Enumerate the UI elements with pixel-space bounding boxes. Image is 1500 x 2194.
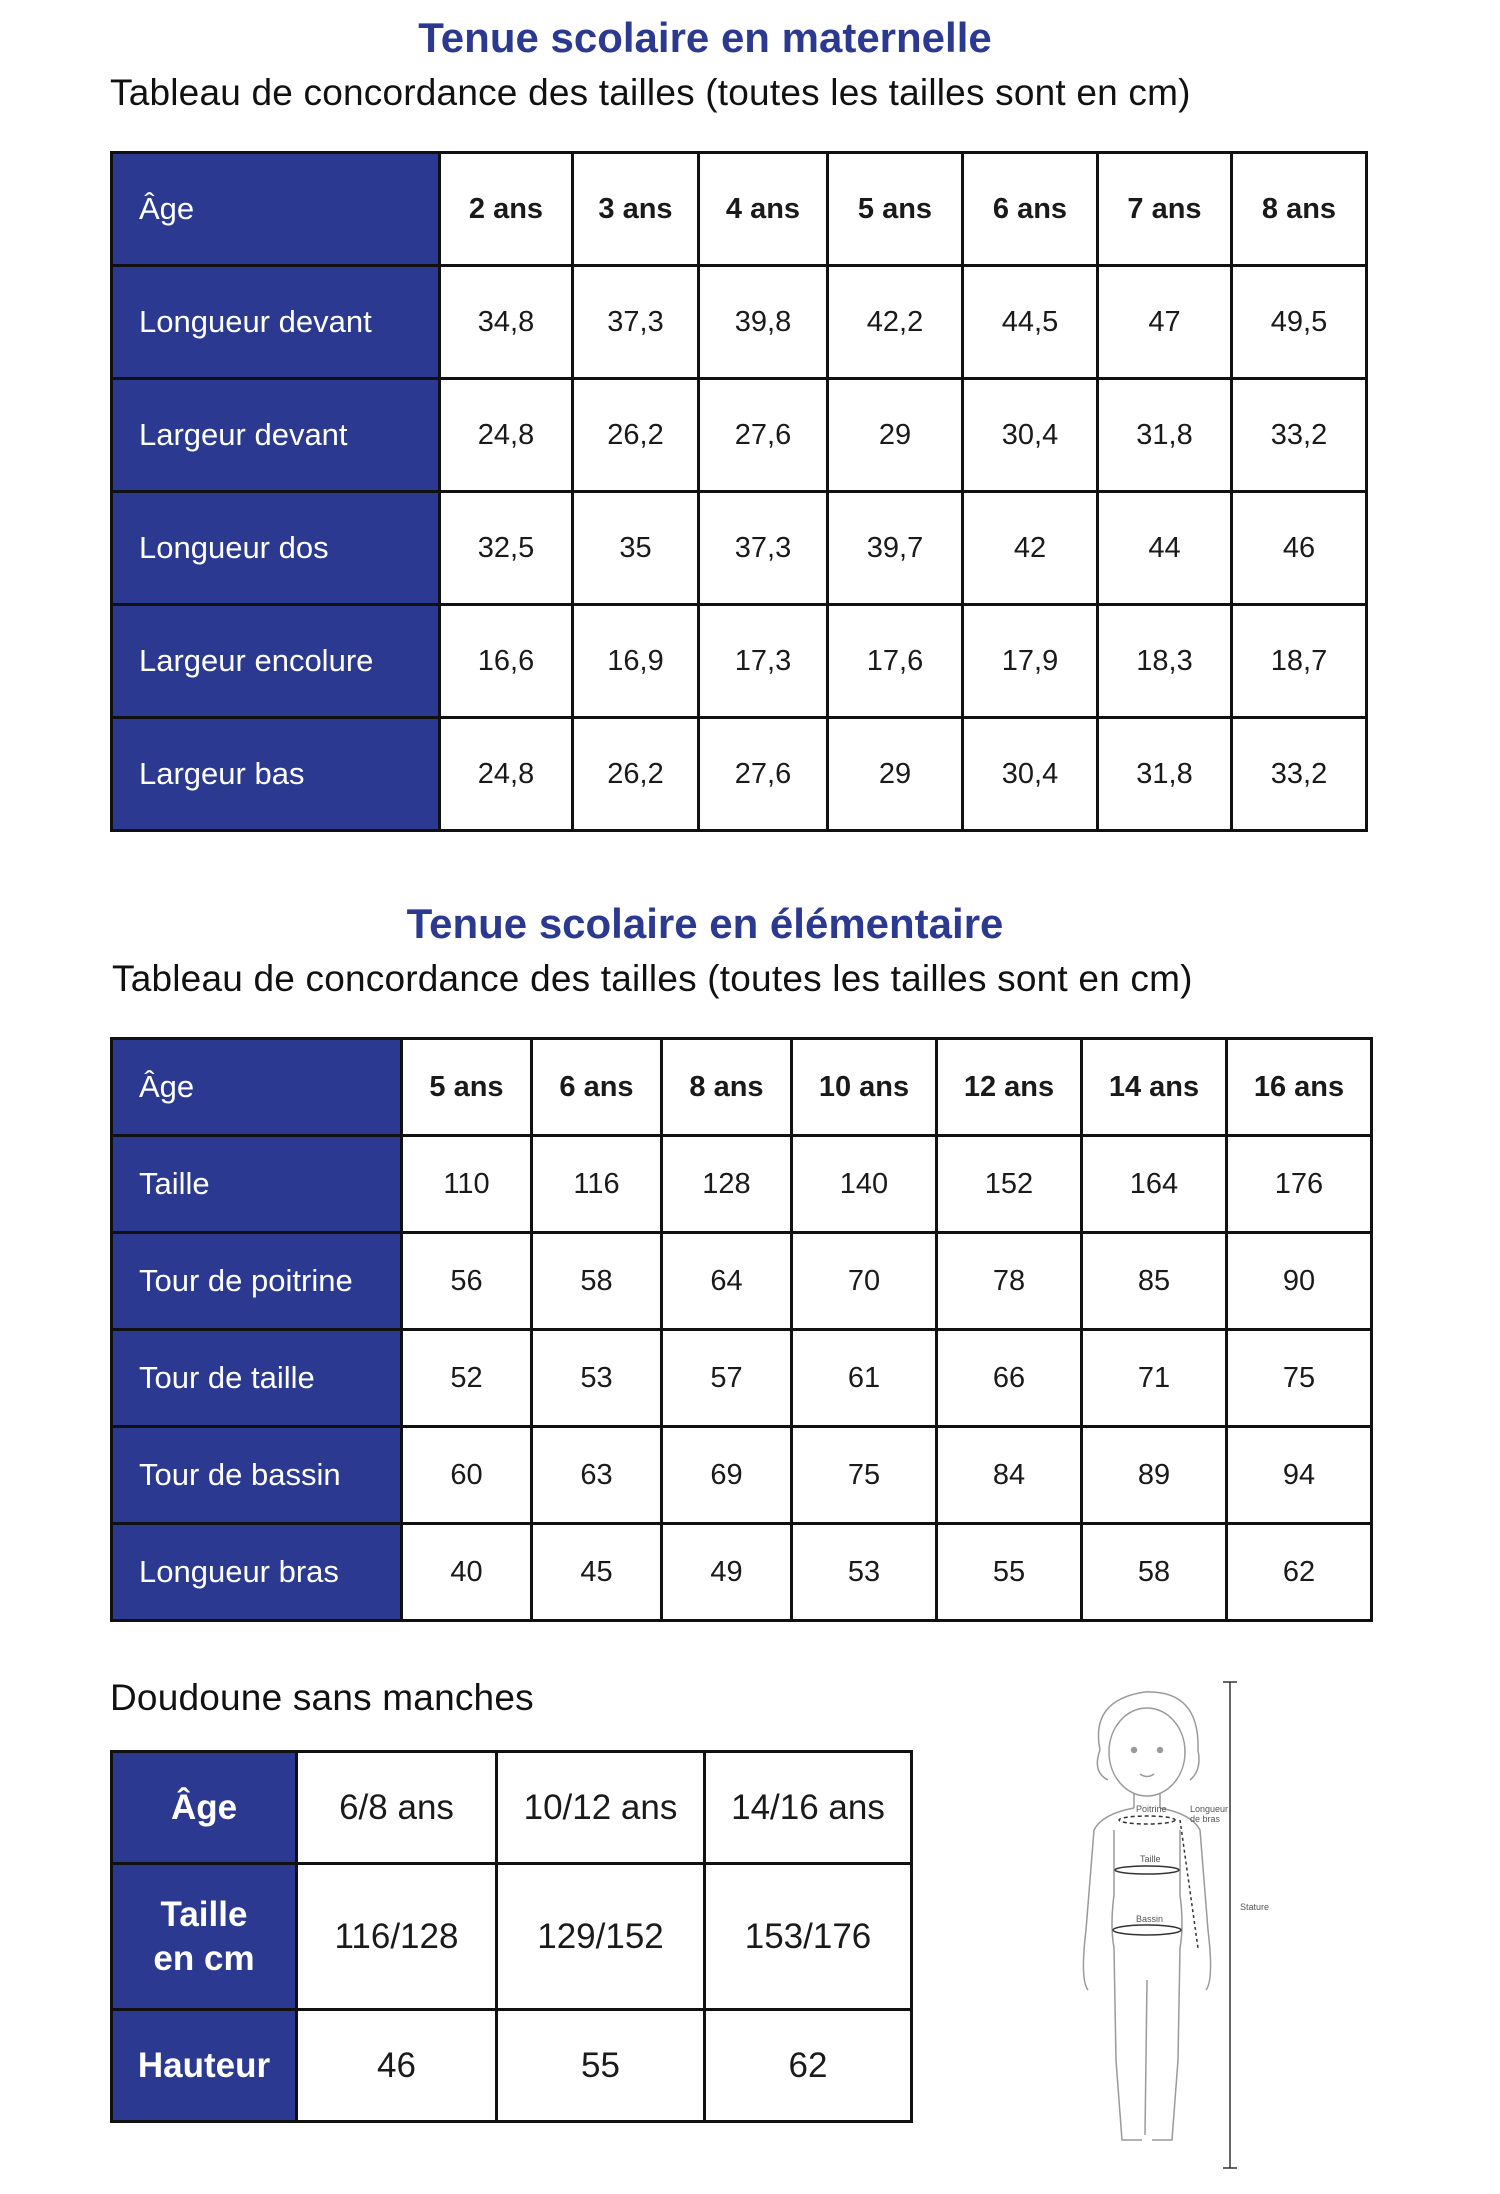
table-cell: 45 [532,1524,662,1621]
figure-label-longueur-bras: Longueur [1190,1804,1229,1814]
child-measurement-figure [1030,1680,1340,2170]
table-cell: 17,9 [963,605,1098,718]
table-header-row [112,153,1367,266]
age-header-label: Âge [112,1039,402,1136]
row-label: Tour de taille [112,1330,402,1427]
column-header: 12 ans [937,1039,1082,1136]
row-label: Longueur bras [112,1524,402,1621]
section1-title: Tenue scolaire en maternelle [418,14,992,61]
column-header: 16 ans [1227,1039,1372,1136]
table-cell: 71 [1082,1330,1227,1427]
row-label-line: Taille [160,1894,248,1934]
row-label: Largeur encolure [112,605,440,718]
table-cell: 176 [1227,1136,1372,1233]
age-header-label: Âge [112,1752,297,1864]
figure-label-de-bras: de bras [1190,1814,1221,1824]
figure-label-taille: Taille [1140,1854,1161,1864]
table-cell: 27,6 [699,718,828,831]
table-cell: 29 [828,379,963,492]
column-header: 6 ans [532,1039,662,1136]
column-header: 10 ans [792,1039,937,1136]
table-row [112,492,1367,605]
table-cell: 16,9 [573,605,699,718]
table-cell: 18,3 [1098,605,1232,718]
table-cell: 44,5 [963,266,1098,379]
table-cell: 70 [792,1233,937,1330]
table-row [112,1864,912,2010]
row-label: Longueur devant [112,266,440,379]
table-cell: 32,5 [440,492,573,605]
table-cell: 110 [402,1136,532,1233]
table-cell: 16,6 [440,605,573,718]
table-header-row [112,1752,912,1864]
figure-label-bassin: Bassin [1136,1914,1164,1924]
table-cell: 56 [402,1233,532,1330]
column-header: 2 ans [440,153,573,266]
column-header: 14 ans [1082,1039,1227,1136]
table-row [112,1524,1372,1621]
table-cell: 46 [1232,492,1367,605]
table-cell: 129/152 [497,1864,705,2010]
column-header: 5 ans [402,1039,532,1136]
table-row [112,1427,1372,1524]
table-cell: 24,8 [440,718,573,831]
table-cell: 24,8 [440,379,573,492]
table-cell: 152 [937,1136,1082,1233]
table-cell: 62 [1227,1524,1372,1621]
table-cell: 37,3 [699,492,828,605]
table-cell: 90 [1227,1233,1372,1330]
section2-subtitle: Tableau de concordance des tailles (toutes les tailles sont en cm) [112,958,1193,999]
table-cell: 42,2 [828,266,963,379]
table-cell: 66 [937,1330,1082,1427]
column-header: 6 ans [963,153,1098,266]
table-cell: 17,6 [828,605,963,718]
doudoune-size-table [110,1750,913,2123]
table-cell: 60 [402,1427,532,1524]
row-label [112,1864,297,2010]
table-cell: 29 [828,718,963,831]
table-cell: 35 [573,492,699,605]
table-cell: 33,2 [1232,379,1367,492]
table-cell: 64 [662,1233,792,1330]
table-cell: 69 [662,1427,792,1524]
table-row [112,266,1367,379]
column-header: 10/12 ans [497,1752,705,1864]
table-row [112,379,1367,492]
table-cell: 75 [792,1427,937,1524]
row-label: Tour de poitrine [112,1233,402,1330]
table-cell: 49,5 [1232,266,1367,379]
table-cell: 164 [1082,1136,1227,1233]
column-header: 6/8 ans [297,1752,497,1864]
table-cell: 30,4 [963,379,1098,492]
column-header: 8 ans [662,1039,792,1136]
table-cell: 34,8 [440,266,573,379]
table-cell: 116 [532,1136,662,1233]
elementaire-size-table [110,1037,1373,1622]
column-header: 4 ans [699,153,828,266]
table-cell: 18,7 [1232,605,1367,718]
table-cell: 46 [297,2010,497,2122]
table-cell: 31,8 [1098,718,1232,831]
figure-label-poitrine: Poitrine [1136,1804,1167,1814]
table-cell: 55 [937,1524,1082,1621]
table-cell: 62 [705,2010,912,2122]
table-cell: 26,2 [573,718,699,831]
table-row [112,605,1367,718]
row-label: Hauteur [112,2010,297,2122]
table-cell: 116/128 [297,1864,497,2010]
table-cell: 84 [937,1427,1082,1524]
table-cell: 53 [792,1524,937,1621]
table-cell: 31,8 [1098,379,1232,492]
row-label: Tour de bassin [112,1427,402,1524]
column-header: 7 ans [1098,153,1232,266]
maternelle-size-table [110,151,1368,832]
table-cell: 42 [963,492,1098,605]
table-cell: 78 [937,1233,1082,1330]
table-cell: 37,3 [573,266,699,379]
table-cell: 40 [402,1524,532,1621]
table-row [112,1136,1372,1233]
table-cell: 27,6 [699,379,828,492]
row-label: Taille [112,1136,402,1233]
table-cell: 63 [532,1427,662,1524]
row-label: Largeur bas [112,718,440,831]
table-cell: 75 [1227,1330,1372,1427]
figure-label-stature: Stature [1240,1902,1270,1912]
table-cell: 153/176 [705,1864,912,2010]
age-header-label: Âge [112,153,440,266]
row-label-line: en cm [153,1938,255,1978]
column-header: 3 ans [573,153,699,266]
table-cell: 94 [1227,1427,1372,1524]
table-cell: 128 [662,1136,792,1233]
table-row [112,1330,1372,1427]
table-cell: 39,7 [828,492,963,605]
table-cell: 47 [1098,266,1232,379]
column-header: 14/16 ans [705,1752,912,1864]
section2-title: Tenue scolaire en élémentaire [406,900,1004,947]
table-cell: 30,4 [963,718,1098,831]
table-cell: 33,2 [1232,718,1367,831]
table-cell: 58 [532,1233,662,1330]
section1-subtitle: Tableau de concordance des tailles (toutes les tailles sont en cm) [110,72,1191,113]
table-cell: 89 [1082,1427,1227,1524]
table-cell: 52 [402,1330,532,1427]
table-cell: 61 [792,1330,937,1427]
table-row [112,1233,1372,1330]
table-cell: 53 [532,1330,662,1427]
table-cell: 57 [662,1330,792,1427]
column-header: 5 ans [828,153,963,266]
table-cell: 26,2 [573,379,699,492]
table-header-row [112,1039,1372,1136]
table-cell: 55 [497,2010,705,2122]
column-header: 8 ans [1232,153,1367,266]
section3-title: Doudoune sans manches [110,1677,534,1718]
table-row [112,718,1367,831]
table-cell: 85 [1082,1233,1227,1330]
table-cell: 39,8 [699,266,828,379]
table-row [112,2010,912,2122]
row-label: Longueur dos [112,492,440,605]
row-label: Largeur devant [112,379,440,492]
table-cell: 17,3 [699,605,828,718]
table-cell: 49 [662,1524,792,1621]
table-cell: 58 [1082,1524,1227,1621]
table-cell: 140 [792,1136,937,1233]
table-cell: 44 [1098,492,1232,605]
